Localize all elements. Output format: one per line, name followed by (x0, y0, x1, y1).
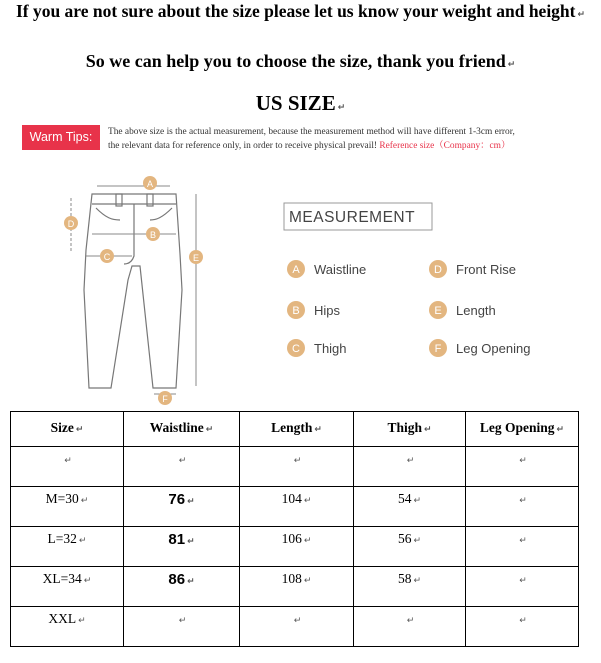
svg-text:A: A (292, 264, 300, 276)
svg-text:Length: Length (456, 303, 496, 318)
svg-text:F: F (434, 343, 442, 355)
legend-thigh (287, 339, 347, 357)
warm-tips-text (108, 125, 593, 153)
warm-tips-badge: Warm Tips: (22, 125, 100, 150)
cell-waistline: ↵ (124, 607, 240, 647)
marker-f (158, 391, 172, 405)
svg-text:A: A (146, 179, 154, 189)
header-leg-opening: Leg Opening ↵ (466, 412, 579, 447)
legend-front-rise (429, 260, 516, 278)
header-waistline: Waistline ↵ (124, 412, 240, 447)
cell-waistline: 76 ↵ (124, 487, 240, 527)
svg-text:E: E (434, 305, 442, 317)
cell-size: XXL ↵ (11, 607, 124, 647)
header-thigh: Thigh ↵ (354, 412, 466, 447)
header-length: Length ↵ (240, 412, 354, 447)
size-help-message: If you are not sure about the size please let us know your weight and height ↵ (15, 1, 586, 21)
cell-length: 106 ↵ (240, 527, 354, 567)
svg-text:Thigh: Thigh (314, 341, 347, 356)
cell-length: ↵ (240, 447, 354, 487)
reference-size-note: Reference size（Company：cm） (379, 141, 511, 151)
legend-waistline (287, 260, 366, 278)
marker-d (64, 216, 78, 230)
marker-b (146, 227, 160, 241)
cell-length: 108 ↵ (240, 567, 354, 607)
cell-size: XL=34 ↵ (11, 567, 124, 607)
svg-text:Front Rise: Front Rise (456, 262, 516, 277)
cell-thigh: ↵ (354, 447, 466, 487)
warm-tips-line-2: the relevant data for reference only, in order to receive physical prevail! (108, 141, 378, 151)
cell-size: ↵ (11, 447, 124, 487)
cell-waistline: 86 ↵ (124, 567, 240, 607)
svg-text:D: D (434, 264, 442, 276)
svg-text:E: E (192, 253, 200, 263)
size-chart-table (10, 411, 579, 647)
cell-waistline: 81 ↵ (124, 527, 240, 567)
cell-length: ↵ (240, 607, 354, 647)
table-row (11, 527, 579, 567)
header-size: Size ↵ (11, 412, 124, 447)
svg-text:C: C (103, 252, 111, 262)
legend-hips (287, 301, 341, 319)
cell-leg-opening: ↵ (466, 607, 579, 647)
cell-thigh: 58 ↵ (354, 567, 466, 607)
svg-text:Leg Opening: Leg Opening (456, 341, 531, 356)
cell-size: M=30 ↵ (11, 487, 124, 527)
cell-size: L=32 ↵ (11, 527, 124, 567)
marker-a (143, 176, 157, 190)
svg-text:B: B (292, 305, 300, 317)
svg-text:D: D (67, 219, 75, 229)
cell-leg-opening: ↵ (466, 447, 579, 487)
cell-thigh: 56 ↵ (354, 527, 466, 567)
pants-illustration (84, 194, 182, 388)
svg-text:Hips: Hips (314, 303, 341, 318)
cell-leg-opening: ↵ (466, 527, 579, 567)
cell-length: 104 ↵ (240, 487, 354, 527)
table-row (11, 487, 579, 527)
svg-text:C: C (292, 343, 300, 355)
table-row (11, 567, 579, 607)
svg-text:B: B (149, 230, 157, 240)
cell-leg-opening: ↵ (466, 567, 579, 607)
cell-thigh: ↵ (354, 607, 466, 647)
measurement-heading: MEASUREMENT (289, 209, 416, 226)
cell-waistline: ↵ (124, 447, 240, 487)
cell-thigh: 54 ↵ (354, 487, 466, 527)
legend-leg-opening (429, 339, 530, 357)
marker-e (189, 250, 203, 264)
measurement-diagram (0, 170, 601, 410)
page-title: US SIZE ↵ (255, 91, 346, 115)
marker-c (100, 249, 114, 263)
table-row (11, 607, 579, 647)
table-header-row (11, 412, 579, 447)
warm-tips-line-1: The above size is the actual measurement, because the measurement method will have different 1-3cm error, (108, 127, 515, 137)
svg-text:Waistline: Waistline (314, 262, 367, 277)
cell-leg-opening: ↵ (466, 487, 579, 527)
table-row (11, 447, 579, 487)
svg-text:F: F (162, 394, 168, 404)
size-help-thanks: So we can help you to choose the size, thank you friend ↵ (85, 51, 516, 71)
legend-length (429, 301, 496, 319)
